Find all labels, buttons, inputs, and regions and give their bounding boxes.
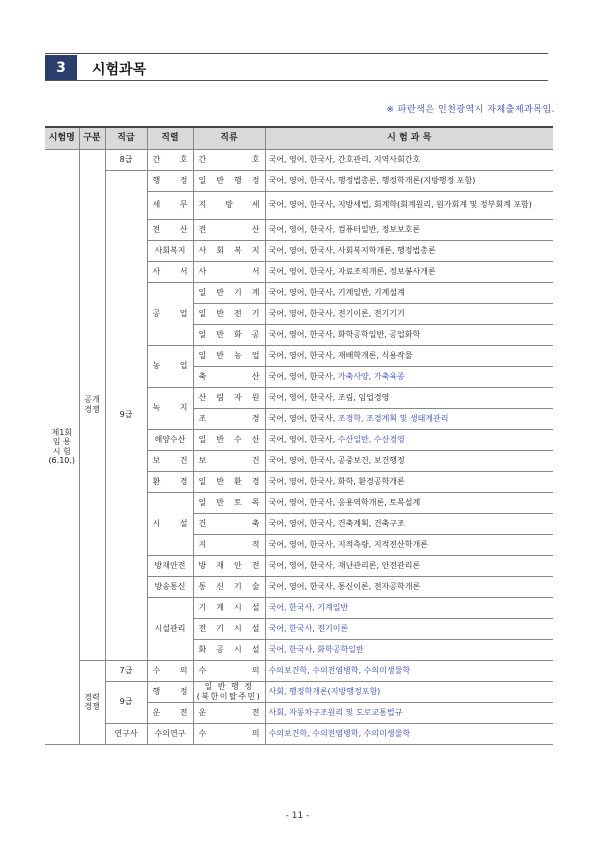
class-cell: 전 기 시 설 — [193, 618, 265, 639]
class-cell: 통 신 기 술 — [193, 576, 265, 597]
class-cell: 산 림 자 원 — [193, 387, 265, 408]
subjects-cell: 국어, 영어, 한국사, 간호관리, 지역사회간호 — [265, 149, 553, 170]
subjects-cell — [265, 366, 553, 387]
table-row — [45, 723, 553, 744]
table-row — [45, 681, 553, 702]
header-rule-bottom — [45, 80, 548, 81]
header-exam-name: 시험명 — [45, 127, 79, 149]
class-cell: 일 반 전 기 — [193, 303, 265, 324]
series-cell: 사회복지 — [147, 240, 193, 261]
header-series: 직렬 — [147, 127, 193, 149]
class-cell: 전 산 — [193, 219, 265, 240]
series-cell: 방송통신 — [147, 576, 193, 597]
subjects-cell: 수의보건학, 수의전염병학, 수의미생물학 — [265, 660, 553, 681]
page-number: - 11 - — [285, 811, 310, 821]
table-row — [45, 149, 553, 170]
subjects-cell: 국어, 한국사, 화학공학일반 — [265, 639, 553, 660]
series-cell: 운 전 — [147, 702, 193, 723]
subjects-cell: 국어, 영어, 한국사, 행정법총론, 행정학개론(지방행정 포함) — [265, 170, 553, 191]
series-cell: 행 정 — [147, 681, 193, 702]
grade-cell: 9급 — [105, 681, 147, 723]
subjects-cell: 국어, 한국사, 기계일반 — [265, 597, 553, 618]
grade-cell: 연구사 — [105, 723, 147, 744]
class-cell: 수 의 — [193, 660, 265, 681]
subjects-cell — [265, 429, 553, 450]
class-cell: 간 호 — [193, 149, 265, 170]
header-type: 구분 — [79, 127, 105, 149]
class-cell: 운 전 — [193, 702, 265, 723]
header-class: 직류 — [193, 127, 265, 149]
class-cell: 조 경 — [193, 408, 265, 429]
class-cell: 지 적 — [193, 534, 265, 555]
subjects-incheon: 조경학, 조경계획 및 생태계관리 — [337, 413, 449, 423]
subjects-cell: 국어, 영어, 한국사, 기계일반, 기계설계 — [265, 282, 553, 303]
header-subjects: 시 험 과 목 — [265, 127, 553, 149]
subjects-cell: 국어, 영어, 한국사, 지방세법, 회계학(회계원리, 원가회계 및 정부회계 포함) — [265, 191, 553, 219]
series-cell: 농 업 — [147, 345, 193, 387]
subjects-common: 국어, 영어, 한국사, — [268, 434, 338, 444]
subjects-cell: 국어, 영어, 한국사, 재난관리론, 안전관리론 — [265, 555, 553, 576]
class-cell: 화 공 시 설 — [193, 639, 265, 660]
table-row — [45, 170, 553, 191]
class-cell: 지 방 세 — [193, 191, 265, 219]
subjects-cell: 국어, 영어, 한국사, 자료조직개론, 정보봉사개론 — [265, 261, 553, 282]
class-cell: 일 반 행 정 — [193, 170, 265, 191]
class-cell: 방 재 안 전 — [193, 555, 265, 576]
section-title: 시험과목 — [92, 62, 147, 78]
class-cell: 일 반 토 목 — [193, 492, 265, 513]
class-cell: 일 반 농 업 — [193, 345, 265, 366]
class-cell: 보 건 — [193, 450, 265, 471]
class-cell: 일 반 화 공 — [193, 324, 265, 345]
subjects-common: 국어, 영어, 한국사, — [268, 413, 338, 423]
class-cell: 기 계 시 설 — [193, 597, 265, 618]
series-cell: 해양수산 — [147, 429, 193, 450]
subjects-cell: 국어, 영어, 한국사, 화학, 환경공학개론 — [265, 471, 553, 492]
header-grade: 직급 — [105, 127, 147, 149]
group-career-competition: 경력 경쟁 — [79, 660, 105, 744]
series-cell: 행 정 — [147, 170, 193, 191]
series-cell: 방재안전 — [147, 555, 193, 576]
subjects-cell: 국어, 영어, 한국사, 컴퓨터일반, 정보보호론 — [265, 219, 553, 240]
class-cell: 일 반 행 정 (북한이탈주민) — [193, 681, 265, 702]
subjects-cell: 국어, 영어, 한국사, 사회복지학개론, 행정법총론 — [265, 240, 553, 261]
class-cell: 사 회 복 지 — [193, 240, 265, 261]
series-cell: 전 산 — [147, 219, 193, 240]
series-cell: 환 경 — [147, 471, 193, 492]
group-open-competition: 공개 경쟁 — [79, 149, 105, 660]
class-cell: 건 축 — [193, 513, 265, 534]
table-row — [45, 660, 553, 681]
class-cell: 일 반 환 경 — [193, 471, 265, 492]
grade-cell: 7급 — [105, 660, 147, 681]
subjects-incheon: 가축사양, 가축육종 — [337, 371, 405, 381]
subjects-common: 국어, 영어, 한국사, — [268, 371, 338, 381]
header-rule-top — [45, 53, 548, 54]
exam-name-cell: 제1회 임 용 시 험 (6.10.) — [45, 149, 79, 744]
subjects-cell: 수의보건학, 수의전염병학, 수의미생물학 — [265, 723, 553, 744]
grade-cell: 9급 — [105, 170, 147, 660]
series-cell: 시설관리 — [147, 597, 193, 660]
series-cell: 사 서 — [147, 261, 193, 282]
subjects-cell: 국어, 영어, 한국사, 재배학개론, 식용작물 — [265, 345, 553, 366]
subjects-cell: 국어, 영어, 한국사, 지적측량, 지적전산학개론 — [265, 534, 553, 555]
subjects-cell: 사회, 자동차구조원리 및 도로교통법규 — [265, 702, 553, 723]
series-cell: 수의연구 — [147, 723, 193, 744]
exam-subjects-table — [45, 126, 553, 745]
series-cell: 녹 지 — [147, 387, 193, 429]
series-cell: 보 건 — [147, 450, 193, 471]
subjects-cell: 국어, 영어, 한국사, 건축계획, 건축구조 — [265, 513, 553, 534]
subjects-cell: 국어, 영어, 한국사, 전기이론, 전기기기 — [265, 303, 553, 324]
subjects-cell: 국어, 영어, 한국사, 화학공학일반, 공업화학 — [265, 324, 553, 345]
subjects-cell: 국어, 영어, 한국사, 조림, 임업경영 — [265, 387, 553, 408]
blue-subject-note: ※ 파란색은 인천광역시 자체출제과목임. — [386, 105, 555, 115]
table-header-row — [45, 127, 553, 149]
subjects-cell — [265, 408, 553, 429]
subjects-cell: 국어, 영어, 한국사, 응용역학개론, 토목설계 — [265, 492, 553, 513]
subjects-cell: 국어, 영어, 한국사, 통신이론, 전자공학개론 — [265, 576, 553, 597]
grade-cell: 8급 — [105, 149, 147, 170]
series-cell: 공 업 — [147, 282, 193, 345]
series-cell: 세 무 — [147, 191, 193, 219]
class-cell: 일 반 수 산 — [193, 429, 265, 450]
subjects-incheon: 수산일반, 수산경영 — [337, 434, 405, 444]
subjects-cell: 국어, 한국사, 전기이론 — [265, 618, 553, 639]
class-cell: 수 의 — [193, 723, 265, 744]
class-cell: 일 반 기 계 — [193, 282, 265, 303]
series-cell: 시 설 — [147, 492, 193, 555]
class-cell: 사 서 — [193, 261, 265, 282]
series-cell: 간 호 — [147, 149, 193, 170]
class-cell: 축 산 — [193, 366, 265, 387]
subjects-cell: 국어, 영어, 한국사, 공중보건, 보건행정 — [265, 450, 553, 471]
section-number-badge: 3 — [45, 55, 77, 80]
series-cell: 수 의 — [147, 660, 193, 681]
subjects-cell: 사회, 행정학개론(지방행정포함) — [265, 681, 553, 702]
